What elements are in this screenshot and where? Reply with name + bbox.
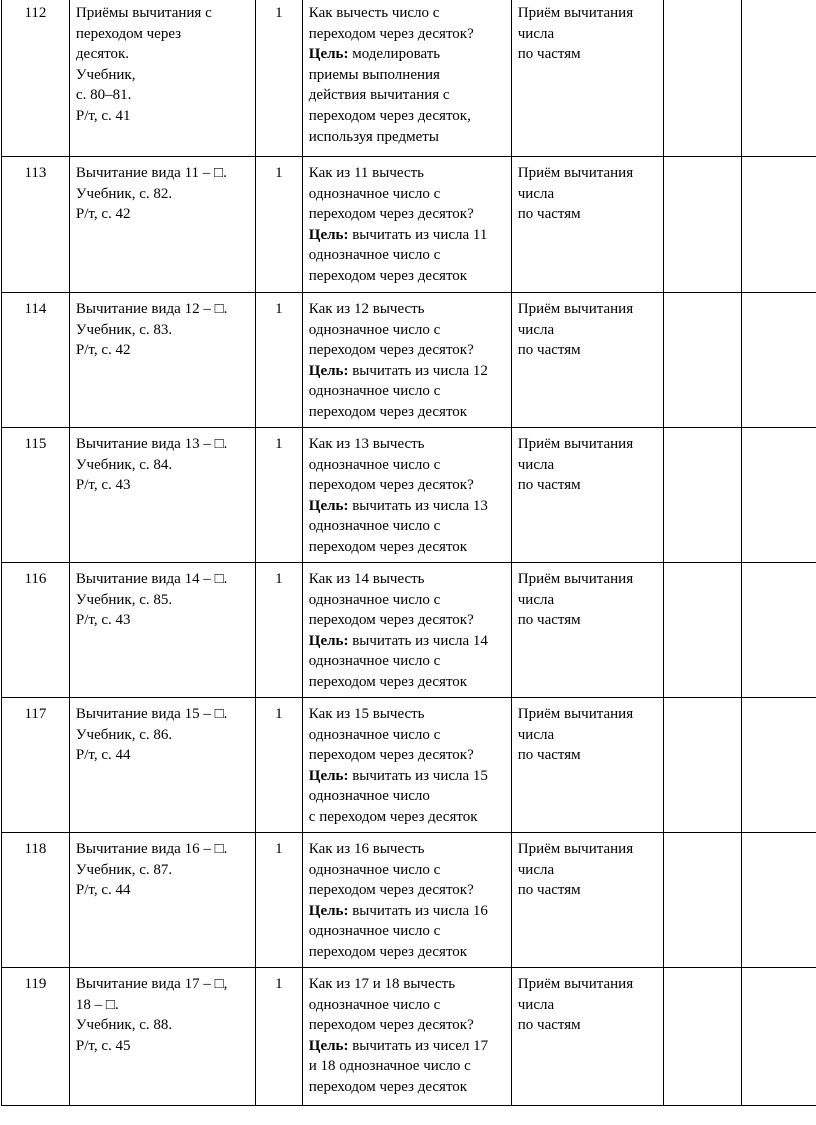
- cell-line: с. 80–81.: [75, 87, 132, 104]
- lesson-objective: [302, 833, 511, 968]
- cell-line: Приём вычитания: [517, 436, 634, 452]
- lesson-method: [511, 157, 663, 293]
- cell-line: числа: [517, 185, 555, 202]
- cell-line: числа: [517, 996, 555, 1013]
- goal-line: [309, 361, 505, 382]
- cell-line: Р/т, с. 42: [75, 206, 131, 223]
- empty-cell: [663, 968, 741, 1106]
- lesson-method: [511, 833, 663, 968]
- cell-line: Вычитание вида 14 – □.: [75, 571, 228, 587]
- lesson-objective: [302, 293, 511, 428]
- lesson-method: [511, 968, 663, 1106]
- goal-line: [309, 1036, 505, 1057]
- cell-line: по частям: [517, 612, 581, 629]
- cell-line: переходом через десяток?: [308, 1017, 474, 1034]
- cell-line: однозначное число с: [308, 861, 441, 878]
- cell-line: однозначное число с: [308, 321, 441, 338]
- table-row: [2, 0, 816, 157]
- goal-line: [309, 631, 505, 652]
- lesson-hours: 1: [255, 293, 302, 428]
- cell-line: числа: [517, 456, 555, 473]
- goal-line: переходом через десяток,: [308, 107, 471, 124]
- cell-line: Как из 16 вычесть: [308, 841, 425, 857]
- cell-line: Приём вычитания: [517, 976, 634, 992]
- lesson-objective: [302, 698, 511, 833]
- lesson-method: [511, 563, 663, 698]
- cell-line: числа: [517, 321, 555, 338]
- goal-text: моделировать: [348, 46, 441, 63]
- lesson-method: [511, 0, 663, 157]
- cell-line: Р/т, с. 43: [75, 612, 131, 629]
- empty-cell: [741, 157, 816, 293]
- goal-line: [309, 225, 505, 246]
- cell-line: Учебник, с. 87.: [75, 861, 173, 878]
- cell-line: по частям: [517, 46, 581, 63]
- lesson-number: 114: [2, 293, 70, 428]
- lesson-hours: 1: [255, 428, 302, 563]
- goal-line: переходом через десяток: [308, 943, 468, 960]
- empty-cell: [663, 157, 741, 293]
- cell-line: однозначное число с: [308, 456, 441, 473]
- goal-line: [309, 901, 505, 922]
- lesson-method: [511, 293, 663, 428]
- empty-cell: [741, 833, 816, 968]
- cell-line: 18 – □.: [75, 996, 119, 1013]
- cell-line: числа: [517, 726, 555, 743]
- cell-line: переходом через десяток?: [308, 612, 474, 629]
- cell-line: Учебник,: [75, 66, 136, 83]
- empty-cell: [741, 293, 816, 428]
- lesson-number: 113: [2, 157, 70, 293]
- cell-line: Учебник, с. 84.: [75, 456, 173, 473]
- goal-line: действия вычитания с: [308, 87, 450, 104]
- cell-line: Вычитание вида 13 – □.: [75, 436, 228, 452]
- cell-line: переходом через десяток?: [308, 477, 474, 494]
- cell-line: десяток.: [75, 46, 130, 63]
- cell-line: однозначное число с: [308, 726, 441, 743]
- cell-line: переходом через десяток?: [308, 25, 474, 42]
- goal-text: вычитать из числа 16: [348, 902, 488, 919]
- cell-line: Учебник, с. 82.: [75, 185, 173, 202]
- goal-label: Цель:: [308, 902, 349, 919]
- lesson-plan-table: [1, 0, 816, 1106]
- cell-line: Учебник, с. 85.: [75, 591, 173, 608]
- goal-line: однозначное число с: [308, 383, 441, 400]
- goal-line: переходом через десяток: [308, 267, 468, 284]
- goal-line: [309, 496, 505, 517]
- cell-line: Как из 13 вычесть: [308, 436, 425, 452]
- cell-line: Вычитание вида 11 – □.: [75, 165, 227, 181]
- cell-line: переходом через: [75, 25, 182, 42]
- empty-cell: [741, 968, 816, 1106]
- table-row: [2, 428, 816, 563]
- empty-cell: [663, 833, 741, 968]
- cell-line: переходом через десяток?: [308, 882, 474, 899]
- table-row: [2, 833, 816, 968]
- cell-line: Как из 14 вычесть: [308, 571, 425, 587]
- cell-line: Приём вычитания: [517, 571, 634, 587]
- empty-cell: [663, 0, 741, 157]
- goal-line: приемы выполнения: [308, 66, 440, 83]
- lesson-number: 112: [2, 0, 70, 157]
- empty-cell: [663, 698, 741, 833]
- lesson-topic: [69, 563, 255, 698]
- lesson-objective: [302, 428, 511, 563]
- goal-line: и 18 однозначное число с: [308, 1058, 471, 1075]
- cell-line: однозначное число с: [308, 185, 441, 202]
- cell-line: однозначное число с: [308, 591, 441, 608]
- goal-text: вычитать из числа 14: [348, 632, 488, 649]
- lesson-number: 118: [2, 833, 70, 968]
- goal-text: вычитать из числа 13: [348, 497, 488, 514]
- goal-label: Цель:: [308, 362, 349, 379]
- cell-line: Учебник, с. 86.: [75, 726, 173, 743]
- table-row: [2, 968, 816, 1106]
- lesson-hours: 1: [255, 833, 302, 968]
- goal-line: переходом через десяток: [308, 673, 468, 690]
- cell-line: по частям: [517, 1017, 581, 1034]
- goal-line: используя предметы: [308, 128, 439, 145]
- cell-line: Как из 15 вычесть: [308, 706, 425, 722]
- goal-line: переходом через десяток: [308, 1078, 468, 1095]
- lesson-number: 115: [2, 428, 70, 563]
- cell-line: Приём вычитания: [517, 706, 634, 722]
- cell-line: Р/т, с. 42: [75, 342, 131, 359]
- lesson-method: [511, 428, 663, 563]
- lesson-topic: [69, 293, 255, 428]
- lesson-hours: 1: [255, 968, 302, 1106]
- cell-line: Вычитание вида 12 – □.: [75, 301, 228, 317]
- cell-line: Р/т, с. 44: [75, 747, 131, 764]
- goal-text: вычитать из числа 11: [348, 226, 488, 243]
- cell-line: Вычитание вида 16 – □.: [75, 841, 228, 857]
- cell-line: однозначное число с: [308, 996, 441, 1013]
- goal-line: переходом через десяток: [308, 538, 468, 555]
- goal-text: вычитать из чисел 17: [348, 1037, 489, 1054]
- table-row: [2, 563, 816, 698]
- goal-line: с переходом через десяток: [308, 808, 478, 825]
- empty-cell: [663, 293, 741, 428]
- lesson-topic: [69, 698, 255, 833]
- cell-line: по частям: [517, 882, 581, 899]
- goal-line: [309, 766, 505, 787]
- cell-line: по частям: [517, 342, 581, 359]
- empty-cell: [741, 698, 816, 833]
- cell-line: числа: [517, 591, 555, 608]
- goal-text: вычитать из числа 12: [348, 362, 488, 379]
- lesson-objective: [302, 563, 511, 698]
- table-row: [2, 293, 816, 428]
- cell-line: Приём вычитания: [517, 165, 634, 181]
- lesson-hours: 1: [255, 698, 302, 833]
- lesson-hours: 1: [255, 0, 302, 157]
- lesson-objective: [302, 0, 511, 157]
- cell-line: Вычитание вида 17 – □,: [75, 976, 228, 992]
- cell-line: Приём вычитания: [517, 841, 634, 857]
- cell-line: Учебник, с. 83.: [75, 321, 173, 338]
- cell-line: Как из 17 и 18 вычесть: [308, 976, 456, 992]
- cell-line: Приём вычитания: [517, 301, 634, 317]
- cell-line: Как из 12 вычесть: [308, 301, 425, 317]
- lesson-number: 119: [2, 968, 70, 1106]
- table-row: [2, 698, 816, 833]
- cell-line: переходом через десяток?: [308, 342, 474, 359]
- empty-cell: [741, 563, 816, 698]
- goal-label: Цель:: [308, 46, 349, 63]
- cell-line: переходом через десяток?: [308, 206, 474, 223]
- lesson-method: [511, 698, 663, 833]
- lesson-hours: 1: [255, 563, 302, 698]
- cell-line: Приём вычитания: [517, 5, 634, 21]
- empty-cell: [663, 428, 741, 563]
- cell-line: Р/т, с. 43: [75, 477, 131, 494]
- cell-line: по частям: [517, 747, 581, 764]
- goal-line: однозначное число с: [308, 518, 441, 535]
- lesson-topic: [69, 157, 255, 293]
- empty-cell: [741, 0, 816, 157]
- goal-label: Цель:: [308, 226, 349, 243]
- goal-line: [309, 44, 505, 65]
- lesson-topic: [69, 833, 255, 968]
- cell-line: Как вычесть число с: [308, 5, 440, 21]
- empty-cell: [741, 428, 816, 563]
- cell-line: Приёмы вычитания с: [75, 5, 212, 21]
- lesson-objective: [302, 968, 511, 1106]
- cell-line: Р/т, с. 41: [75, 107, 131, 124]
- lesson-number: 117: [2, 698, 70, 833]
- lesson-number: 116: [2, 563, 70, 698]
- goal-line: переходом через десяток: [308, 403, 468, 420]
- goal-line: однозначное число с: [308, 923, 441, 940]
- lesson-topic: [69, 428, 255, 563]
- lesson-topic: [69, 968, 255, 1106]
- goal-label: Цель:: [308, 632, 349, 649]
- cell-line: переходом через десяток?: [308, 747, 474, 764]
- cell-line: Р/т, с. 45: [75, 1037, 131, 1054]
- cell-line: Р/т, с. 44: [75, 882, 131, 899]
- cell-line: Вычитание вида 15 – □.: [75, 706, 228, 722]
- cell-line: по частям: [517, 206, 581, 223]
- empty-cell: [663, 563, 741, 698]
- lesson-topic: [69, 0, 255, 157]
- lesson-hours: 1: [255, 157, 302, 293]
- goal-label: Цель:: [308, 497, 349, 514]
- goal-label: Цель:: [308, 1037, 349, 1054]
- goal-line: однозначное число: [308, 788, 430, 805]
- cell-line: числа: [517, 25, 555, 42]
- cell-line: Как из 11 вычесть: [308, 165, 424, 181]
- cell-line: по частям: [517, 477, 581, 494]
- cell-line: числа: [517, 861, 555, 878]
- table-row: [2, 157, 816, 293]
- cell-line: Учебник, с. 88.: [75, 1017, 173, 1034]
- goal-label: Цель:: [308, 767, 349, 784]
- lesson-objective: [302, 157, 511, 293]
- goal-line: однозначное число с: [308, 247, 441, 264]
- goal-text: вычитать из числа 15: [348, 767, 488, 784]
- goal-line: однозначное число с: [308, 653, 441, 670]
